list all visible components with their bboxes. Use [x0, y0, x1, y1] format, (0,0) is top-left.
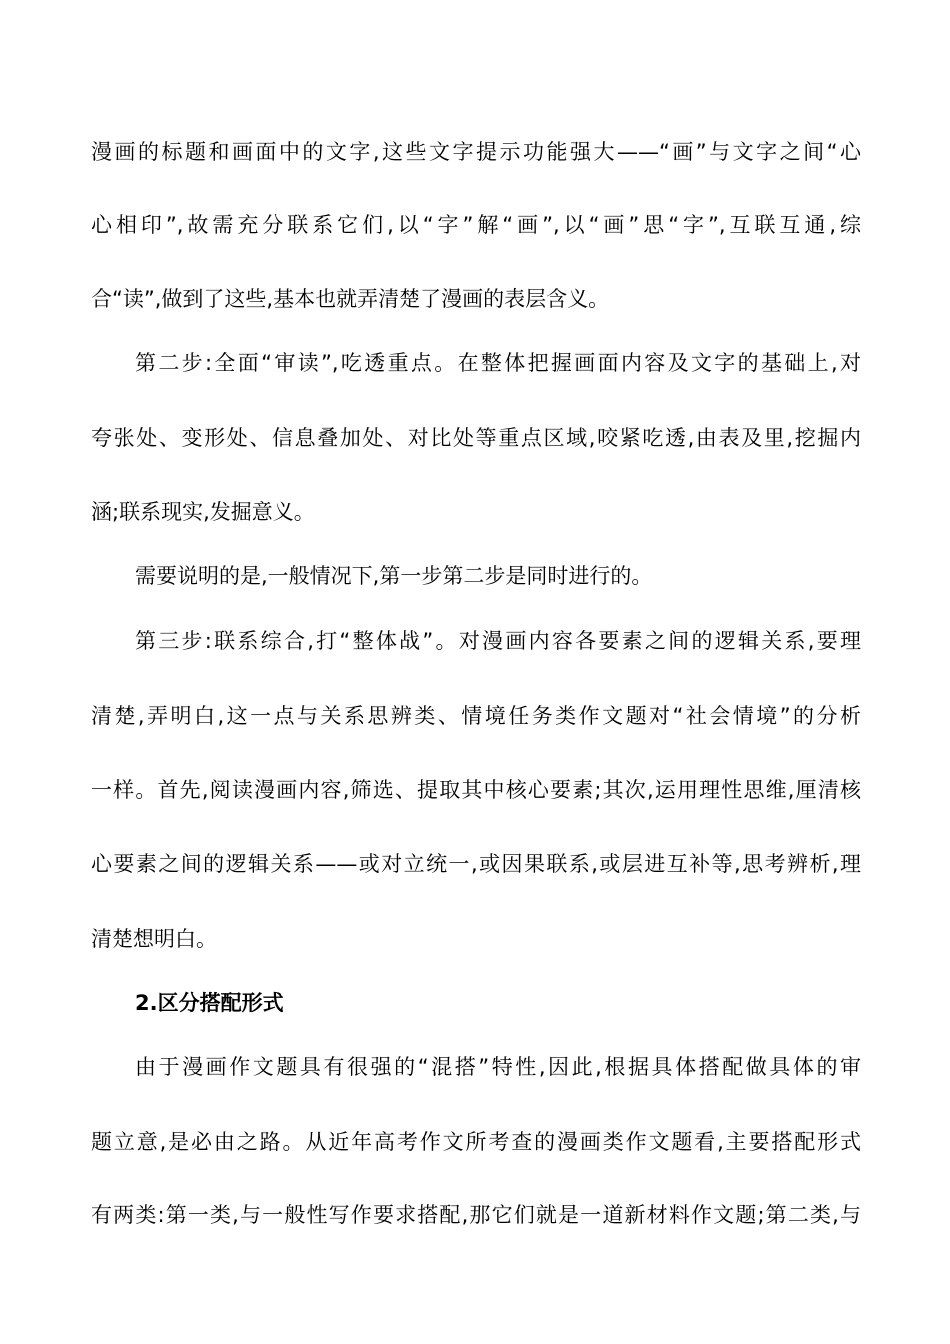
section-heading: 2.区分搭配形式 — [135, 991, 284, 1015]
text-line: 有两类:第一类,与一般性写作要求搭配,那它们就是一道新材料作文题;第二类,与 — [91, 1203, 861, 1227]
text-line: 夸张处、变形处、信息叠加处、对比处等重点区域,咬紧吃透,由表及里,挖掘内 — [91, 426, 861, 450]
text-line: 清楚,弄明白,这一点与关系思辨类、情境任务类作文题对“社会情境”的分析 — [91, 704, 861, 728]
text-line: 题立意,是必由之路。从近年高考作文所考查的漫画类作文题看,主要搭配形式 — [91, 1130, 861, 1154]
text-line: 合“读”,做到了这些,基本也就弄清楚了漫画的表层含义。 — [91, 287, 610, 311]
text-line: 涵;联系现实,发掘意义。 — [91, 500, 315, 524]
text-line: 心要素之间的逻辑关系——或对立统一,或因果联系,或层进互补等,思考辨析,理 — [91, 852, 861, 876]
text-line: 心相印”,故需充分联系它们,以“字”解“画”,以“画”思“字”,互联互通,综 — [91, 213, 861, 237]
text-line: 一样。首先,阅读漫画内容,筛选、提取其中核心要素;其次,运用理性思维,厘清核 — [91, 778, 861, 802]
text-line: 第二步:全面“审读”,吃透重点。在整体把握画面内容及文字的基础上,对 — [135, 351, 861, 375]
text-line: 清楚想明白。 — [91, 927, 217, 951]
text-line: 由于漫画作文题具有很强的“混搭”特性,因此,根据具体搭配做具体的审 — [135, 1055, 861, 1079]
text-line: 第三步:联系综合,打“整体战”。对漫画内容各要素之间的逻辑关系,要理 — [135, 629, 861, 653]
text-line: 漫画的标题和画面中的文字,这些文字提示功能强大——“画”与文字之间“心 — [91, 140, 861, 164]
text-line: 需要说明的是,一般情况下,第一步第二步是同时进行的。 — [135, 564, 653, 588]
